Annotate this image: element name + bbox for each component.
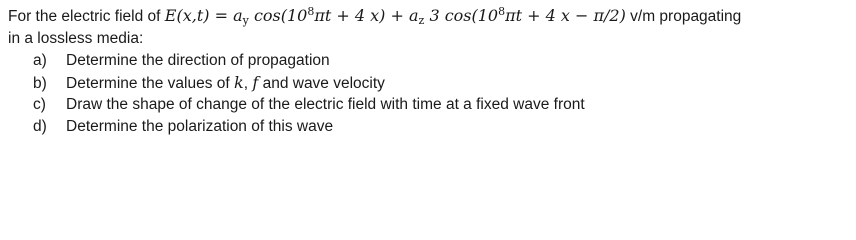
comma: , <box>243 75 249 92</box>
term2-function: 3 cos(10 <box>429 6 499 25</box>
question-unit-text: v/m propagating <box>630 8 742 25</box>
sub-question-letter: a) <box>33 52 47 69</box>
sub-question-text: Determine the direction of propagation <box>66 52 330 69</box>
sub-question-text: Draw the shape of change of the electric field with time at a fixed wave front <box>66 96 585 113</box>
sub-question-text-before: Determine the values of <box>66 75 230 92</box>
term1-exponent: 8 <box>307 5 315 18</box>
sub-question-letter: d) <box>33 118 47 135</box>
sub-question-text: Determine the polarization of this wave <box>66 118 334 135</box>
sub-question-letter: b) <box>33 75 47 92</box>
sub-questions-list <box>33 50 853 138</box>
frequency-symbol: f <box>252 73 259 92</box>
sub-question-b <box>33 72 853 94</box>
sub-question-d <box>33 116 853 138</box>
equation-lhs: E(x,t) = <box>164 6 228 25</box>
sub-question-c <box>33 94 853 116</box>
unit-vector-y-subscript: y <box>242 14 249 27</box>
unit-vector-y: a <box>233 6 243 25</box>
sub-question-text-after: and wave velocity <box>262 75 385 92</box>
electric-field-equation <box>165 6 626 25</box>
question-line <box>8 3 853 28</box>
term1-argument: πt + 4 x) + <box>314 6 404 25</box>
sub-question-letter: c) <box>33 96 46 113</box>
problem-statement <box>8 3 853 138</box>
sub-question-a <box>33 50 853 72</box>
term2-argument: πt + 4 x − π/2) <box>505 6 626 25</box>
term1-function: cos(10 <box>253 6 308 25</box>
term2-exponent: 8 <box>498 5 506 18</box>
question-continuation: in a lossless media: <box>8 30 144 47</box>
wavenumber-symbol: k <box>234 73 244 92</box>
unit-vector-z-subscript: z <box>418 14 425 27</box>
question-intro: For the electric field of <box>8 8 161 25</box>
unit-vector-z: a <box>409 6 419 25</box>
